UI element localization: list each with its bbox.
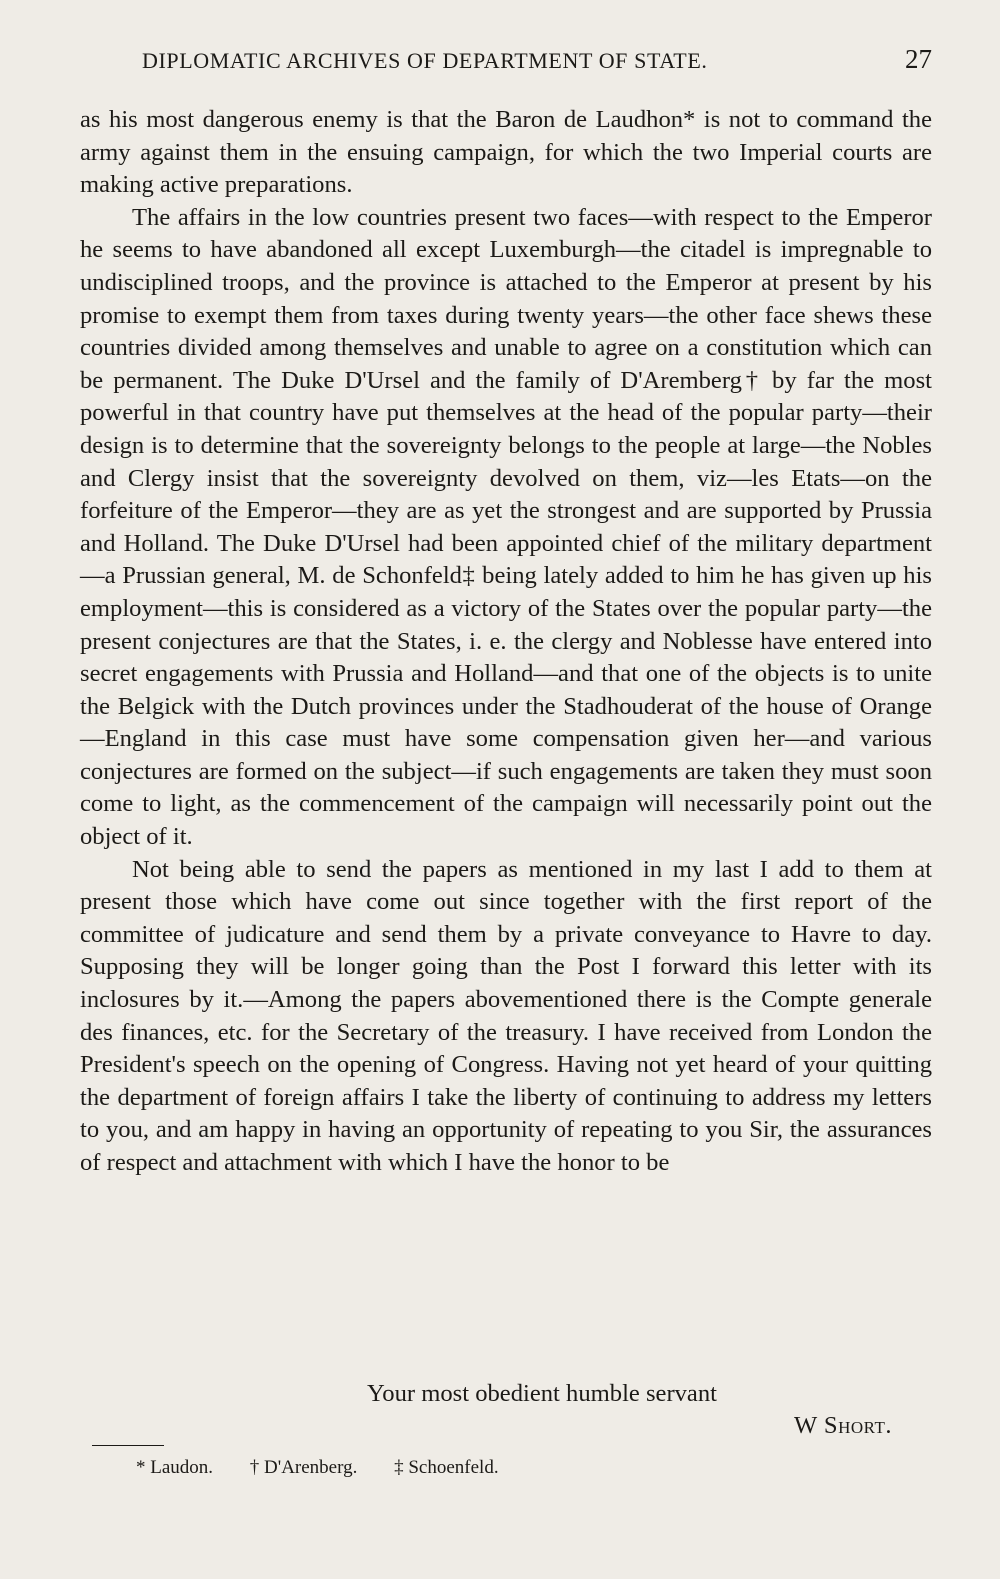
running-head-title: DIPLOMATIC ARCHIVES OF DEPARTMENT OF STATE.	[142, 48, 708, 73]
footnote-3: ‡ Schoenfeld.	[394, 1457, 499, 1478]
body-text	[80, 104, 932, 1180]
footnotes	[136, 1456, 531, 1480]
footnote-divider	[92, 1445, 164, 1446]
paragraph-2: The affairs in the low countries present two faces—with respect to the Emperor he seems to have abandoned all except Luxemburgh—the citadel is impregnable to undisciplined troops, and the province is attached to the Emperor at present by his promise to exempt them from taxes during twenty years—the other face shews these countries divided among themselves and unable to agree on a constitution which can be permanent. The Duke D'Ursel and the family of D'Aremberg† by far the most powerful in that country have put themselves at the head of the popular party—their design is to determine that the sovereignty belongs to the people at large—the Nobles and Clergy insist that the sovereignty devolved on them, viz—les Etats—on the forfeiture of the Emperor—they are as yet the strongest and are supported by Prussia and Holland. The Duke D'Ursel had been appointed chief of the military department—a Prussian general, M. de Schonfeld‡ being lately added to him he has given up his employment—this is considered as a victory of the States over the popular party—the present conjectures are that the States, i. e. the clergy and Noblesse have entered into secret engagements with Prussia and Holland—and that one of the objects is to unite the Belgick with the Dutch provinces under the Stadhouderat of the house of Orange—England in this case must have some compensation given her—and various conjectures are formed on the subject—if such engagements are taken they must soon come to light, as the commencement of the campaign will necessarily point out the object of it.	[80, 203, 932, 851]
page-number: 27	[905, 44, 932, 74]
footnote-2: † D'Arenberg.	[249, 1457, 358, 1478]
signature: W Short.	[794, 1412, 892, 1439]
paragraph-1: as his most dangerous enemy is that the Baron de Laudhon* is not to command the army against them in the ensuing campaign, for which the two Imperial courts are making active preparations.	[80, 106, 932, 199]
paragraph-3: Not being able to send the papers as mentioned in my last I add to them at present those which have come out since together with the first report of the committee of judicature and send them by a private conveyance to Havre to day. Supposing they will be longer going than the Post I forward this letter with its inclosures by it.—Among the papers abovementioned there is the Compte generale des finances, etc. for the Secretary of the treasury. I have received from London the President's speech on the opening of Congress. Having not yet heard of your quitting the department of foreign affairs I take the liberty of continuing to address my letters to you, and am happy in having an opportunity of repeating to you Sir, the assurances of respect and attachment with which I have the honor to be	[80, 855, 932, 1176]
complimentary-close: Your most obedient humble servant	[367, 1380, 717, 1407]
footnote-1: * Laudon.	[136, 1457, 214, 1478]
